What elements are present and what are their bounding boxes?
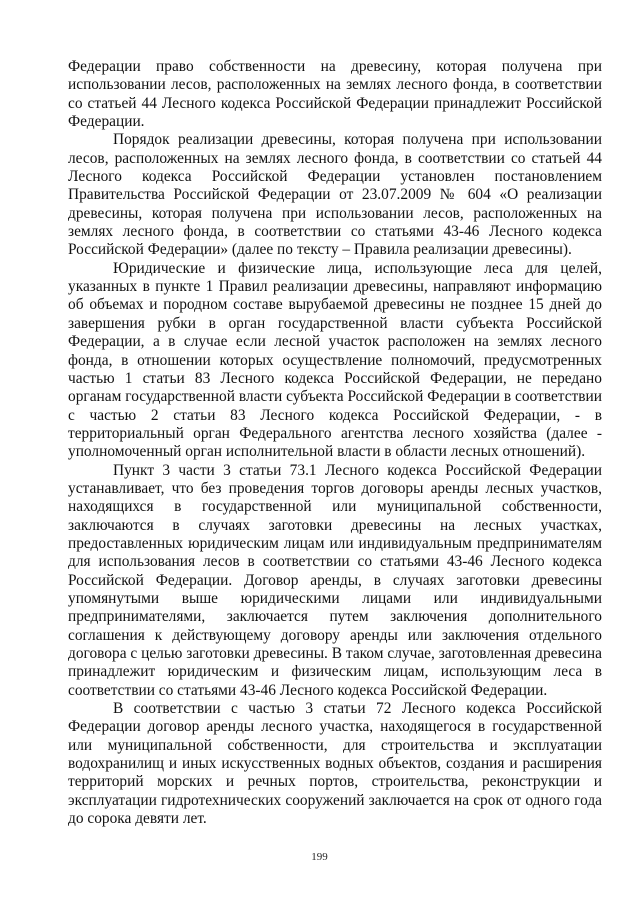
paragraph-5: В соответствии с частью 3 статьи 72 Лесного кодекса Российской Федерации договор аренды лесного участка, находящегося в государственной или муниципальной собственности, для строительства и эксплуатации водохранилищ и иных искусственных водных объектов, создания и расширения территорий морских и речных портов, строительства, реконструкции и эксплуатации гидротехнических сооружений заключается на срок от одного года до сорока девяти лет. — [68, 700, 602, 828]
page-number: 199 — [311, 851, 328, 863]
paragraph-1: Федерации право собственности на древесину, которая получена при использовании лесов, расположенных на землях лесного фонда, в соответствии со статьей 44 Лесного кодекса Российской Федерации принадлежит Российской Федерации. — [68, 58, 602, 131]
paragraph-2: Порядок реализации древесины, которая получена при использовании лесов, расположенных на землях лесного фонда, в соответствии со статьей 44 Лесного кодекса Российской Федерации установлен постановлением Правительства Российской Федерации от 23.07.2009 № 604 «О реализации древесины, которая получена при использовании лесов, расположенных на землях лесного фонда, в соответствии со статьями 43-46 Лесного кодекса Российской Федерации» (далее по тексту – Правила реализации древесины). — [68, 131, 602, 259]
body-text — [68, 58, 602, 828]
paragraph-4: Пункт 3 части 3 статьи 73.1 Лесного кодекса Российской Федерации устанавливает, что без проведения торгов договоры аренды лесных участков, находящихся в государственной или муниципальной собственности, заключаются в случаях заготовки древесины на лесных участках, предоставленных юридическим лицам или индивидуальным предпринимателям для использования лесов в соответствии со статьями 43-46 Лесного кодекса Российской Федерации. Договор аренды, в случаях заготовки древесины упомянутыми выше юридическими лицами или индивидуальными предпринимателями, заключается путем заключения дополнительного соглашения к действующему договору аренды или заключения отдельного договора с целью заготовки древесины. В таком случае, заготовленная древесина принадлежит юридическим и физическим лицам, использующим леса в соответствии со статьями 43-46 Лесного кодекса Российской Федерации. — [68, 461, 602, 699]
paragraph-3: Юридические и физические лица, использующие леса для целей, указанных в пункте 1 Правил реализации древесины, направляют информацию об объемах и породном составе вырубаемой древесины не позднее 15 дней до завершения рубки в орган государственной власти субъекта Российской Федерации, а в случае если лесной участок расположен на землях лесного фонда, в отношении которых осуществление полномочий, предусмотренных частью 1 статьи 83 Лесного кодекса Российской Федерации, не передано органам государственной власти субъекта Российской Федерации в соответствии с частью 2 статьи 83 Лесного кодекса Российской Федерации, - в территориальный орган Федерального агентства лесного хозяйства (далее - уполномоченный орган исполнительной власти в области лесных отношений). — [68, 259, 602, 461]
